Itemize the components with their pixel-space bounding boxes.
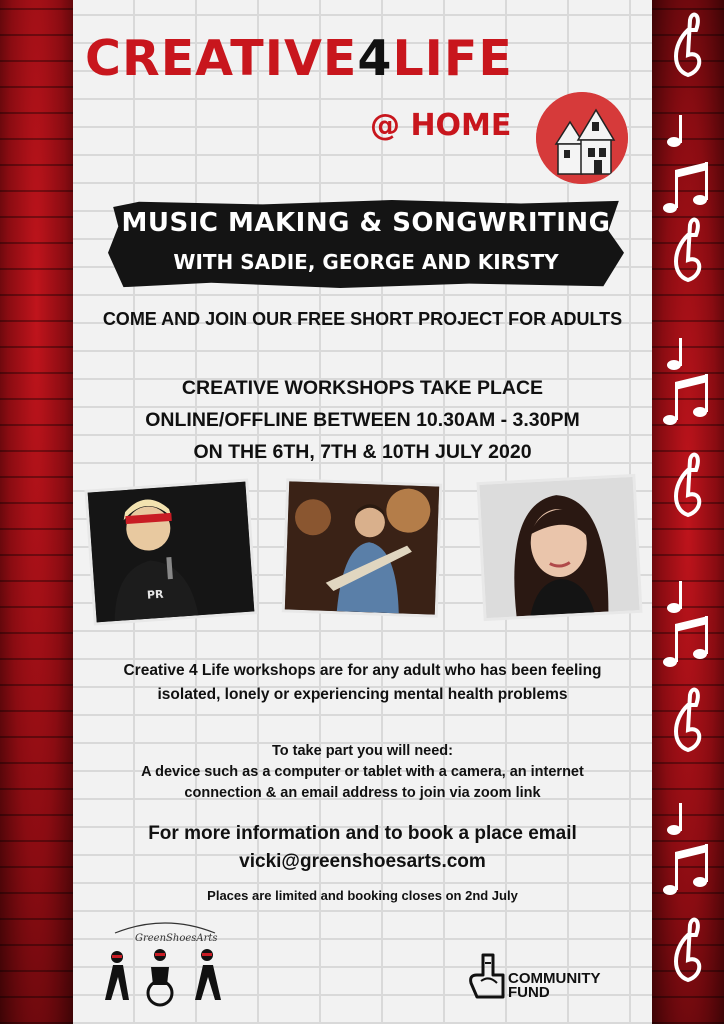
community-fund-line: FUND — [508, 984, 550, 1001]
requirements-line: To take part you will need: — [271, 743, 453, 759]
poster-subtitle: @ HOME — [370, 108, 512, 143]
requirements-text — [73, 741, 652, 804]
red-brick-wall-left — [0, 0, 73, 1024]
contact-email[interactable]: vicki@greenshoesarts.com — [239, 851, 486, 872]
schedule-line: ONLINE/OFFLINE BETWEEN 10.30AM - 3.30PM — [145, 409, 580, 431]
title-part-four: 4 — [357, 30, 393, 87]
requirements-line: A device such as a computer or tablet with a camera, an internet — [141, 764, 584, 780]
community-fund-line: COMMUNITY — [508, 970, 601, 987]
description-line: Creative 4 Life workshops are for any adult who has been feeling — [123, 662, 602, 679]
requirements-line: connection & an email address to join via zoom link — [184, 785, 541, 801]
svg-text:PR: PR — [146, 587, 164, 602]
contact-line: For more information and to book a place email — [148, 823, 577, 844]
photo-george — [285, 481, 439, 614]
title-part-life: LIFE — [392, 30, 513, 87]
schedule-block — [73, 372, 652, 468]
description-line: isolated, lonely or experiencing mental health problems — [157, 686, 568, 703]
house-illustration-icon — [536, 92, 628, 184]
poster-title — [85, 30, 565, 87]
banner-heading: MUSIC MAKING & SONGWRITING — [121, 208, 611, 238]
closing-date-text: Places are limited and booking closes on 2nd July — [207, 888, 518, 903]
music-notes-decoration — [652, 0, 724, 1024]
schedule-line: CREATIVE WORKSHOPS TAKE PLACE — [181, 377, 544, 399]
schedule-line: ON THE 6TH, 7TH & 10TH JULY 2020 — [193, 441, 532, 463]
contact-text — [73, 820, 652, 876]
title-part-creative: CREATIVE — [85, 30, 358, 87]
photo-sadie — [88, 482, 255, 623]
photo-kirsty — [480, 477, 640, 618]
banner-subheading: WITH SADIE, GEORGE AND KIRSTY — [173, 250, 559, 274]
greenshoes-logo-wordmark: GreenShoesArts — [135, 933, 218, 944]
description-text — [73, 659, 652, 707]
intro-text: COME AND JOIN OUR FREE SHORT PROJECT FOR ADULTS — [102, 309, 623, 329]
greenshoes-arts-logo — [95, 905, 235, 1010]
community-fund-text — [508, 972, 601, 1000]
